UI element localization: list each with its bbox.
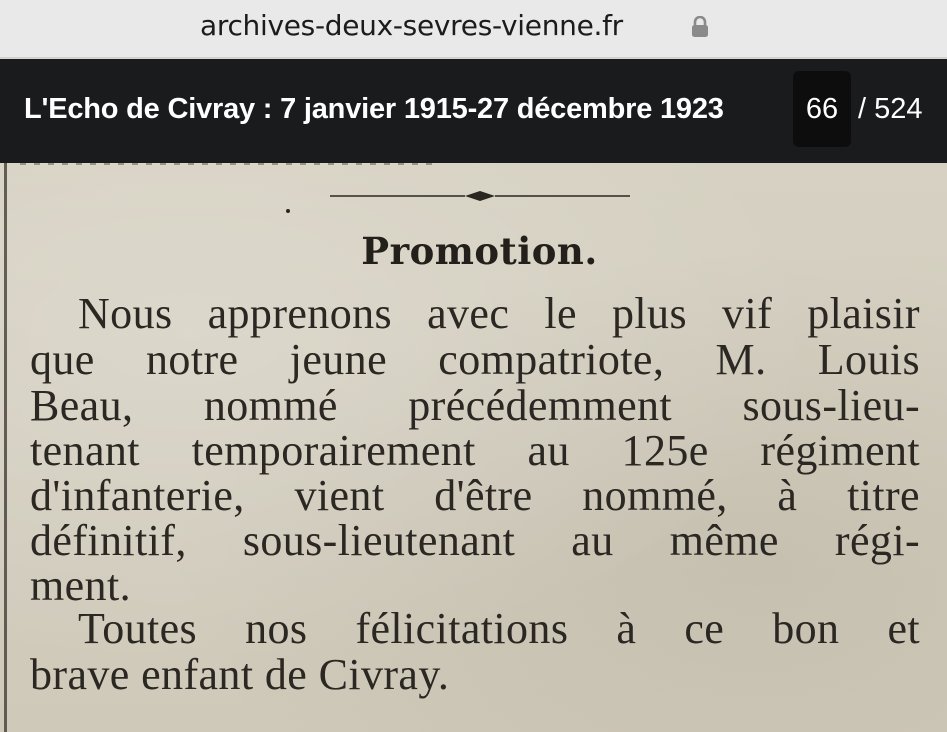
ink-speck [286,209,290,213]
page-total: / 524 [858,93,923,125]
article-line: Beau, nommé précédemment sous-lieu- [30,381,920,430]
article-line: brave enfant de Civray. [30,650,450,699]
cropped-text-fragment [20,163,440,165]
ornamental-separator [330,189,630,203]
article-line: que notre jeune compatriote, M. Louis [30,335,920,384]
lock-icon [690,16,710,38]
page-number-input[interactable]: 66 [793,71,851,147]
address-bar[interactable] [0,0,947,58]
article-heading: Promotion. [361,229,598,273]
url-text[interactable]: archives-deux-sevres-vienne.fr [200,9,623,42]
article-line: tenant temporairement au 125e régiment [30,426,920,475]
document-title: L'Echo de Civray : 7 janvier 1915-27 décembre 1923 [24,93,724,125]
article-line: définitif, sous-lieutenant au même régi- [30,516,920,565]
viewer-toolbar [0,59,947,163]
scanned-page[interactable] [0,163,947,732]
article-line: d'infanterie, vient d'être nommé, à titre [30,471,920,520]
article-line: Nous apprenons avec le plus vif plaisir [78,289,920,338]
article-line: Toutes nos félicitations à ce bon et [78,604,920,653]
article-line: ment. [30,561,131,610]
